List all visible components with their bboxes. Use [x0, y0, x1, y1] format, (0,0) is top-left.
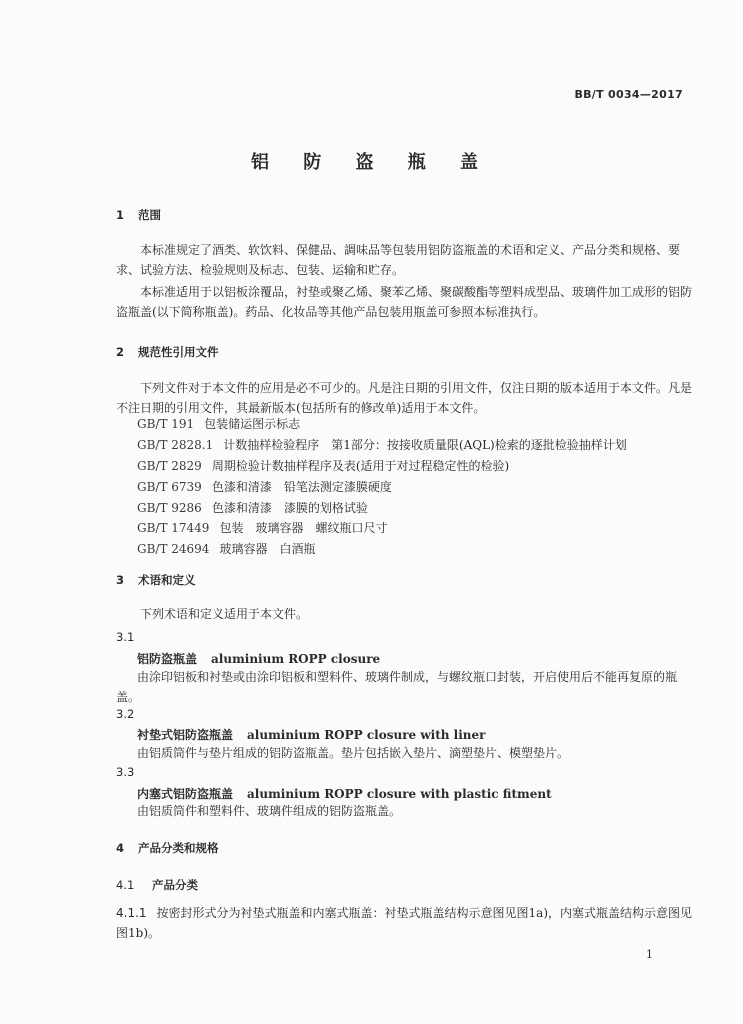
section-2-heading [116, 344, 219, 360]
section-title: 产品分类和规格 [138, 841, 219, 855]
reference-item: GB/T 6739 色漆和清漆 铅笔法测定漆膜硬度 [137, 480, 392, 494]
subsection-heading: 4.1 产品分类 [116, 878, 198, 892]
reference-item: GB/T 24694 玻璃容器 白酒瓶 [137, 542, 316, 556]
term-heading: 衬垫式铝防盗瓶盖 aluminium ROPP closure with liner [137, 728, 486, 742]
reference-item: GB/T 17449 包装 玻璃容器 螺纹瓶口尺寸 [137, 521, 388, 535]
section-title: 术语和定义 [138, 573, 196, 587]
section-number: 3 [116, 573, 125, 587]
section-2-intro: 下列文件对于本文件的应用是必不可少的。凡是注日期的引用文件，仅注日期的版本适用于本文件。凡是不注日期的引用文件，其最新版本(包括所有的修改单)适用于本文件。 [116, 381, 693, 415]
term-heading: 内塞式铝防盗瓶盖 aluminium ROPP closure with plastic fitment [137, 787, 552, 801]
section-1-paragraph-1: 本标准规定了酒类、软饮料、保健品、調味品等包装用铝防盗瓶盖的术语和定义、产品分类和规格、要求、试验方法、检验规则及标志、包装、运输和贮存。 [116, 243, 681, 277]
term-number: 3.1 [116, 630, 135, 644]
section-number: 2 [116, 345, 125, 359]
term-number: 3.2 [116, 707, 135, 721]
clause-4-1-1: 4.1.1 按密封形式分为衬垫式瓶盖和内塞式瓶盖：衬垫式瓶盖结构示意图见图1a)，内塞式瓶盖结构示意图见图1b)。 [116, 906, 693, 940]
term-number: 3.3 [116, 765, 135, 779]
document-title: 铝 防 盗 瓶 盖 [250, 152, 493, 173]
reference-item: GB/T 2829 周期检验计数抽样程序及表(适用于对过程稳定性的检验) [137, 459, 510, 473]
standard-code: BB/T 0034—2017 [574, 88, 683, 101]
reference-item: GB/T 9286 色漆和清漆 漆膜的划格试验 [137, 501, 368, 515]
term-definition: 由涂印铝板和衬垫或由涂印铝板和塑料件、玻璃件制成，与螺纹瓶口封装，开启使用后不能再复原的瓶盖。 [116, 670, 678, 704]
section-number: 4 [116, 841, 125, 855]
section-3-intro: 下列术语和定义适用于本文件。 [140, 607, 309, 621]
term-heading: 铝防盗瓶盖 aluminium ROPP closure [137, 652, 381, 666]
page-number: 1 [646, 948, 653, 961]
term-definition: 由铝质筒件与垫片组成的铝防盗瓶盖。垫片包括嵌入垫片、滴塑垫片、模塑垫片。 [137, 746, 570, 760]
section-3-heading [116, 572, 196, 588]
section-1-paragraph-2: 本标准适用于以铝板涂覆品，衬垫或聚乙烯、聚苯乙烯、聚碳酸酯等塑料成型品、玻璃件加工成形的铝防盗瓶盖(以下简称瓶盖)。药品、化妆品等其他产品包装用瓶盖可参照本标准执行。 [116, 285, 693, 319]
reference-item: GB/T 2828.1 计数抽样检验程序 第1部分：按接收质量限(AQL)检索的逐批检验抽样计划 [137, 438, 627, 452]
section-title: 规范性引用文件 [138, 345, 219, 359]
term-definition: 由铝质筒件和塑料件、玻璃件组成的铝防盗瓶盖。 [137, 804, 402, 818]
reference-item: GB/T 191 包装储运图示标志 [137, 417, 301, 431]
section-title: 范围 [138, 208, 161, 222]
section-1-heading [116, 207, 161, 223]
section-4-heading [116, 840, 219, 856]
section-number: 1 [116, 208, 125, 222]
